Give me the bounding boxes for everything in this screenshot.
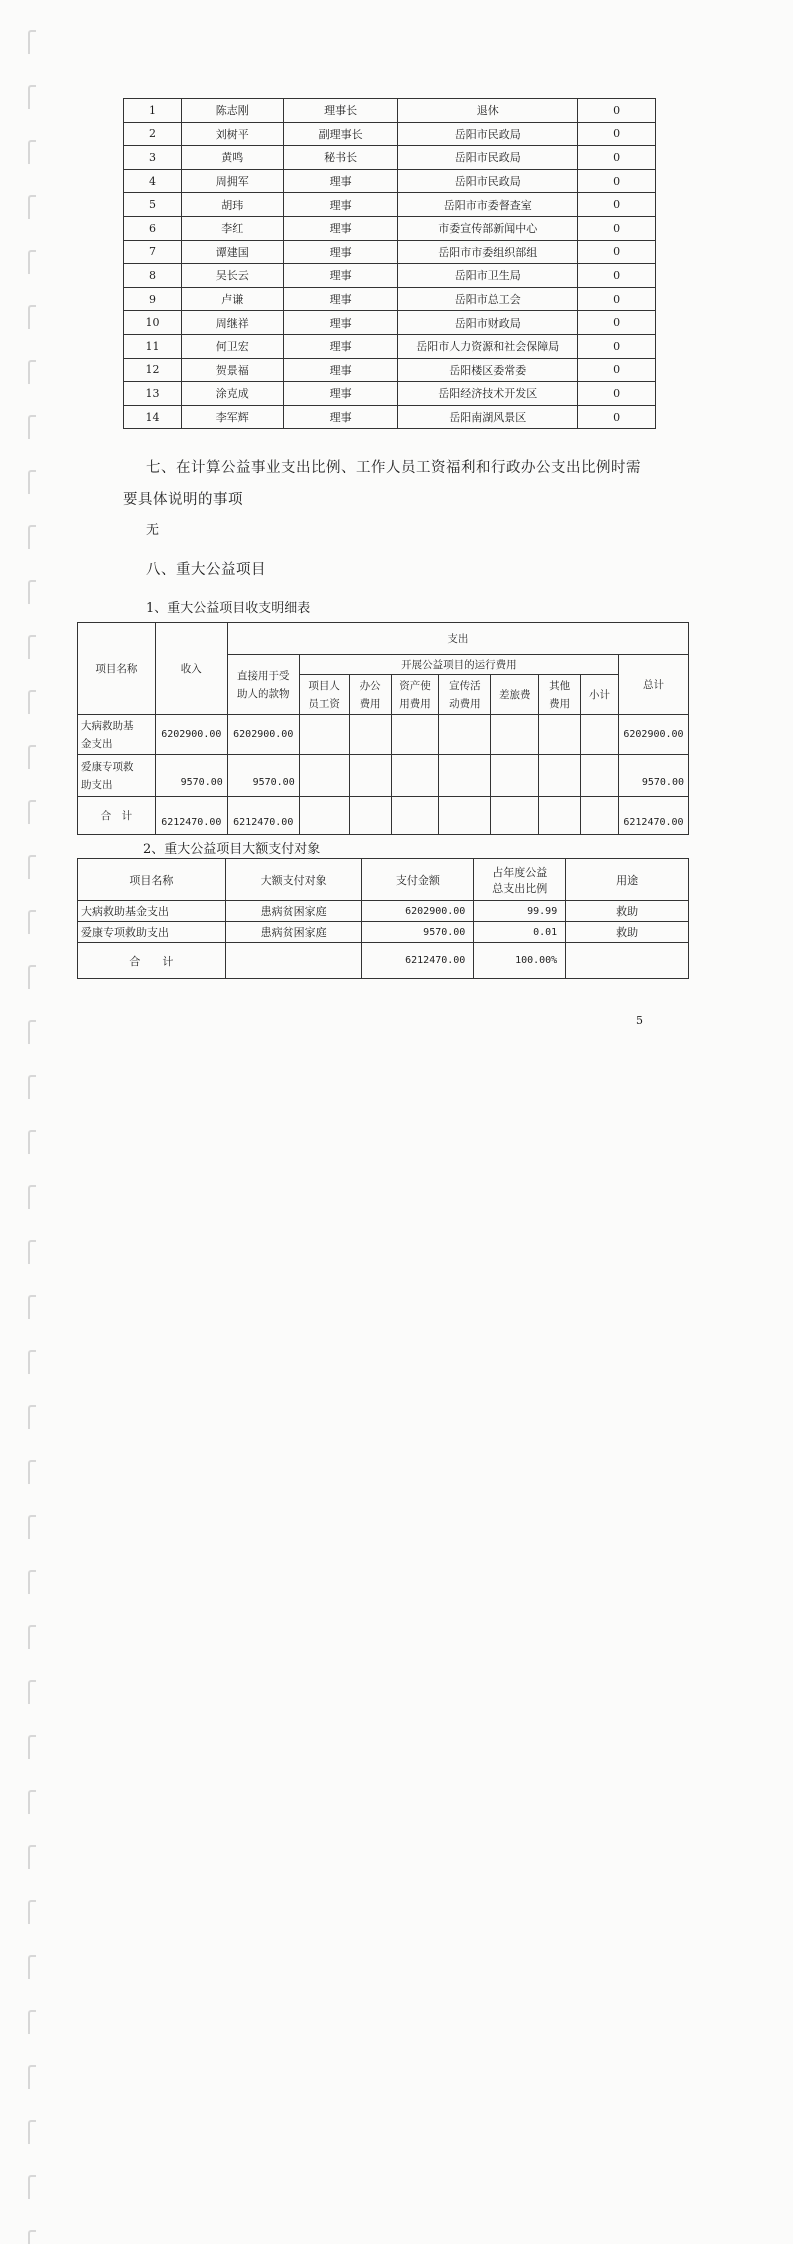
- cell-no: 12: [124, 358, 182, 382]
- cell-no: 8: [124, 264, 182, 288]
- cell-role: 理事: [283, 264, 398, 288]
- cell-name: 陈志刚: [181, 99, 283, 123]
- table-row: 大病救助基 金支出 6202900.00 6202900.00 6202900.00: [78, 715, 689, 755]
- cell-no: 7: [124, 240, 182, 264]
- cell-unit: 岳阳市市委督查室: [398, 193, 578, 217]
- table-row-sum: 合 计 6212470.00 100.00%: [78, 943, 689, 979]
- cell-no: 6: [124, 216, 182, 240]
- cell-role: 副理事长: [283, 122, 398, 146]
- header-expense: 支出: [227, 623, 688, 655]
- binder-marks: [28, 30, 48, 2244]
- table-row: [124, 358, 656, 382]
- cell-role: 理事: [283, 240, 398, 264]
- cell-no: 3: [124, 146, 182, 170]
- cell-pay: 0: [578, 146, 656, 170]
- cell-unit: 岳阳市总工会: [398, 287, 578, 311]
- cell-pay: 0: [578, 264, 656, 288]
- cell-unit: 岳阳市市委组织部组: [398, 240, 578, 264]
- table-row: [124, 193, 656, 217]
- cell-name: 何卫宏: [181, 334, 283, 358]
- cell-name: 谭建国: [181, 240, 283, 264]
- cell-no: 2: [124, 122, 182, 146]
- table-row: [124, 311, 656, 335]
- cell-pay: 0: [578, 193, 656, 217]
- cell-unit: 岳阳市民政局: [398, 169, 578, 193]
- cell-pay: 0: [578, 405, 656, 429]
- table-row: 爱康专项救助支出 患病贫困家庭 9570.00 0.01 救助: [78, 922, 689, 943]
- section8-subheading-2: 2、重大公益项目大额支付对象: [143, 842, 321, 857]
- table-row: [124, 169, 656, 193]
- header-target: 大额支付对象: [225, 859, 362, 901]
- cell-pay: 0: [578, 99, 656, 123]
- header-other: 其他 费用: [539, 675, 581, 715]
- header-usage: 用途: [566, 859, 689, 901]
- table-row: 爱康专项救 助支出 9570.00 9570.00 9570.00: [78, 755, 689, 797]
- table-row: [124, 99, 656, 123]
- cell-pay: 0: [578, 311, 656, 335]
- table-row: 大病救助基金支出 患病贫困家庭 6202900.00 99.99 救助: [78, 901, 689, 922]
- cell-unit: 岳阳市人力资源和社会保障局: [398, 334, 578, 358]
- cell-role: 理事: [283, 358, 398, 382]
- cell-no: 13: [124, 382, 182, 406]
- cell-name: 周继祥: [181, 311, 283, 335]
- section7-heading-line2: 要具体说明的事项: [123, 492, 243, 508]
- cell-pay: 0: [578, 382, 656, 406]
- section8-heading: 八、重大公益项目: [146, 562, 266, 578]
- table-row: [124, 334, 656, 358]
- cell-unit: 岳阳市民政局: [398, 122, 578, 146]
- header-ratio: 占年度公益 总支出比例: [474, 859, 566, 901]
- cell-no: 5: [124, 193, 182, 217]
- cell-name: 李军辉: [181, 405, 283, 429]
- cell-role: 理事: [283, 287, 398, 311]
- section7-body: 无: [146, 523, 160, 538]
- cell-role: 理事: [283, 382, 398, 406]
- cell-unit: 岳阳南湖风景区: [398, 405, 578, 429]
- cell-unit: 岳阳楼区委常委: [398, 358, 578, 382]
- table-row: [124, 264, 656, 288]
- cell-unit: 市委宣传部新闻中心: [398, 216, 578, 240]
- cell-role: 理事: [283, 311, 398, 335]
- cell-name: 吴长云: [181, 264, 283, 288]
- cell-pay: 0: [578, 358, 656, 382]
- header-total: 总计: [618, 655, 688, 715]
- cell-no: 9: [124, 287, 182, 311]
- cell-no: 4: [124, 169, 182, 193]
- cell-pay: 0: [578, 240, 656, 264]
- header-running: 开展公益项目的运行费用: [299, 655, 618, 675]
- header-subtotal: 小计: [581, 675, 619, 715]
- cell-no: 1: [124, 99, 182, 123]
- cell-pay: 0: [578, 122, 656, 146]
- cell-no: 11: [124, 334, 182, 358]
- cell-role: 秘书长: [283, 146, 398, 170]
- cell-role: 理事长: [283, 99, 398, 123]
- cell-unit: 岳阳市财政局: [398, 311, 578, 335]
- header-project: 项目名称: [78, 623, 156, 715]
- cell-role: 理事: [283, 216, 398, 240]
- table-row: [124, 240, 656, 264]
- header-project: 项目名称: [78, 859, 226, 901]
- cell-role: 理事: [283, 405, 398, 429]
- cell-unit: 岳阳市民政局: [398, 146, 578, 170]
- cell-unit: 岳阳经济技术开发区: [398, 382, 578, 406]
- cell-pay: 0: [578, 216, 656, 240]
- table-row-sum: 合 计 6212470.00 6212470.00 6212470.00: [78, 797, 689, 835]
- cell-name: 刘树平: [181, 122, 283, 146]
- cell-pay: 0: [578, 334, 656, 358]
- project-detail-table: [77, 622, 689, 835]
- header-staff: 项目人 员工资: [299, 675, 349, 715]
- header-asset: 资产使 用费用: [391, 675, 439, 715]
- cell-no: 10: [124, 311, 182, 335]
- table-row: [124, 122, 656, 146]
- table-row: [124, 287, 656, 311]
- header-promo: 宣传活 动费用: [439, 675, 491, 715]
- cell-pay: 0: [578, 287, 656, 311]
- cell-unit: 岳阳市卫生局: [398, 264, 578, 288]
- header-travel: 差旅费: [491, 675, 539, 715]
- section8-subheading-1: 1、重大公益项目收支明细表: [146, 601, 311, 616]
- large-payment-table: [77, 858, 689, 979]
- table-row: [124, 405, 656, 429]
- cell-name: 卢谦: [181, 287, 283, 311]
- page-number: 5: [636, 1014, 643, 1027]
- cell-name: 贺景福: [181, 358, 283, 382]
- header-office: 办公 费用: [349, 675, 391, 715]
- header-direct: 直接用于受 助人的款物: [227, 655, 299, 715]
- cell-no: 14: [124, 405, 182, 429]
- section7-heading-line1: 七、在计算公益事业支出比例、工作人员工资福利和行政办公支出比例时需: [146, 460, 641, 476]
- cell-unit: 退休: [398, 99, 578, 123]
- table-row: [124, 216, 656, 240]
- cell-role: 理事: [283, 334, 398, 358]
- table-row: [124, 146, 656, 170]
- cell-name: 胡玮: [181, 193, 283, 217]
- cell-name: 黄鸣: [181, 146, 283, 170]
- table-row: [124, 382, 656, 406]
- cell-pay: 0: [578, 169, 656, 193]
- header-income: 收入: [155, 623, 227, 715]
- board-members-table: [123, 98, 656, 429]
- cell-name: 涂克成: [181, 382, 283, 406]
- header-amount: 支付金额: [362, 859, 474, 901]
- cell-role: 理事: [283, 193, 398, 217]
- cell-role: 理事: [283, 169, 398, 193]
- cell-name: 周拥军: [181, 169, 283, 193]
- cell-name: 李红: [181, 216, 283, 240]
